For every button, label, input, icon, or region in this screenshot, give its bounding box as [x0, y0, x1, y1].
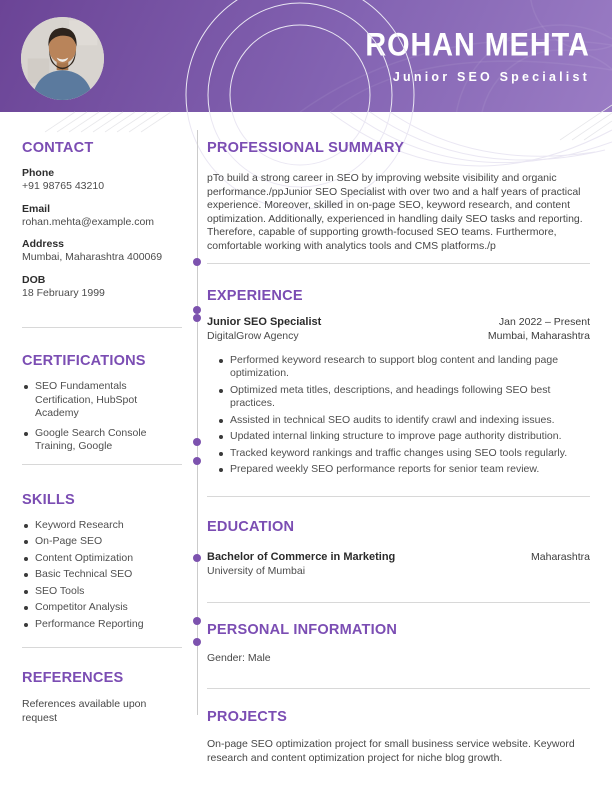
- experience-heading: EXPERIENCE: [207, 286, 303, 304]
- contact-heading: CONTACT: [22, 139, 94, 156]
- certifications-section: [22, 353, 182, 454]
- contact-item-label: Phone: [22, 167, 55, 179]
- contact-item-value: Mumbai, Maharashtra 400069: [22, 251, 163, 263]
- contact-section: [22, 140, 182, 300]
- contact-item-value: 18 February 1999: [22, 286, 105, 299]
- timeline-dot: [193, 306, 201, 314]
- projects-section: [207, 709, 590, 765]
- skills-list: [22, 519, 182, 632]
- experience-bullet: Updated internal linking structure to improve page authority distribution.: [217, 430, 590, 444]
- experience-bullet-list: [217, 354, 590, 477]
- certification-item: Google Search Console Training, Google: [22, 427, 182, 454]
- references-heading: REFERENCES: [22, 669, 124, 686]
- experience-bullet: Optimized meta titles, descriptions, and headings following SEO best practices.: [217, 384, 590, 411]
- projects-text: On-page SEO optimization project for small business service website. Keyword research and content optimization project for niche blog growth.: [207, 738, 575, 764]
- contact-item: [22, 167, 182, 194]
- skill-item: Performance Reporting: [22, 618, 182, 632]
- skill-item: Competitor Analysis: [22, 601, 182, 615]
- personal-info-section: [207, 622, 590, 666]
- timeline-dot: [193, 258, 201, 266]
- experience-entry-subtitle-row: [207, 329, 590, 343]
- contact-item-label: Email: [22, 202, 51, 215]
- certifications-heading: CERTIFICATIONS: [22, 352, 146, 369]
- timeline-dot: [193, 438, 201, 446]
- contact-item-label: DOB: [22, 273, 46, 286]
- experience-location: Mumbai, Maharashtra: [487, 329, 590, 342]
- skill-item: On-Page SEO: [22, 535, 182, 549]
- contact-item-value: +91 98765 43210: [22, 180, 105, 192]
- timeline-dot: [193, 457, 201, 465]
- column-divider-line: [197, 130, 198, 715]
- person-name: ROHAN MEHTA: [365, 27, 590, 63]
- timeline-dot: [193, 617, 201, 625]
- skills-section: [22, 492, 182, 632]
- skill-item: Keyword Research: [22, 519, 182, 533]
- contact-item: [22, 238, 182, 265]
- personal-info-heading: PERSONAL INFORMATION: [207, 620, 398, 638]
- summary-heading: PROFESSIONAL SUMMARY: [207, 139, 405, 156]
- experience-bullet: Tracked keyword rankings and traffic changes using SEO tools regularly.: [217, 447, 590, 461]
- main-divider: [207, 263, 590, 264]
- main-divider: [207, 688, 590, 689]
- sidebar-divider: [22, 647, 182, 648]
- header-banner: [0, 0, 612, 112]
- skill-item: Content Optimization: [22, 552, 182, 566]
- education-section: [207, 519, 590, 578]
- contact-item-value: rohan.mehta@example.com: [22, 215, 155, 228]
- skill-item: Basic Technical SEO: [22, 568, 182, 582]
- main-column: [207, 132, 590, 765]
- summary-text: pTo build a strong career in SEO by improving website visibility and organic performance./ppJunior SEO Specialist with over two and a half years of practical experience. Moreover, skilled in on-page SEO, keyword research, and content optimization. Additionally, experienced in handling daily SEO tasks and reporting. Therefore, capable of supporting growth-focused SEO teams. Furthermore, comfortable working with analytics tools and CMS platforms./p: [207, 172, 583, 252]
- education-location: Maharashtra: [531, 550, 590, 563]
- main-divider: [207, 602, 590, 603]
- header-identity: [356, 27, 590, 84]
- sidebar-divider: [22, 327, 182, 328]
- skills-heading: SKILLS: [22, 490, 75, 508]
- profile-photo: [21, 17, 104, 100]
- timeline-dot: [193, 314, 201, 322]
- education-title-row: [207, 550, 590, 564]
- certification-item: SEO Fundamentals Certification, HubSpot Academy: [22, 380, 182, 421]
- sidebar-divider: [22, 464, 182, 465]
- contact-item: [22, 203, 182, 230]
- education-heading: EDUCATION: [207, 517, 295, 535]
- references-section: [22, 670, 182, 725]
- profile-photo-illustration: [21, 17, 104, 100]
- experience-role: Junior SEO Specialist: [207, 315, 322, 328]
- experience-dates: Jan 2022 – Present: [498, 315, 590, 328]
- person-job-title: Junior SEO Specialist: [392, 70, 590, 84]
- projects-heading: PROJECTS: [207, 708, 287, 726]
- experience-company: DigitalGrow Agency: [207, 329, 299, 342]
- experience-entry-title-row: [207, 315, 590, 329]
- timeline-dot: [193, 554, 201, 562]
- contact-list: [22, 167, 182, 300]
- contact-item: [22, 274, 182, 301]
- experience-entry: [207, 315, 590, 477]
- education-school: University of Mumbai: [207, 564, 306, 577]
- certifications-list: [22, 380, 182, 454]
- experience-section: [207, 288, 590, 477]
- personal-info-text: Gender: Male: [207, 651, 271, 664]
- experience-bullet: Prepared weekly SEO performance reports for senior team review.: [217, 463, 590, 477]
- references-text: References available upon request: [22, 698, 147, 724]
- summary-section: [207, 140, 590, 254]
- main-divider: [207, 496, 590, 497]
- contact-item-label: Address: [22, 238, 65, 250]
- timeline-dot: [193, 638, 201, 646]
- skill-item: SEO Tools: [22, 585, 182, 599]
- sidebar: [22, 132, 182, 725]
- experience-bullet: Assisted in technical SEO audits to identify crawl and indexing issues.: [217, 414, 590, 428]
- experience-bullet: Performed keyword research to support blog content and landing page optimization.: [217, 354, 590, 381]
- education-degree: Bachelor of Commerce in Marketing: [207, 550, 396, 563]
